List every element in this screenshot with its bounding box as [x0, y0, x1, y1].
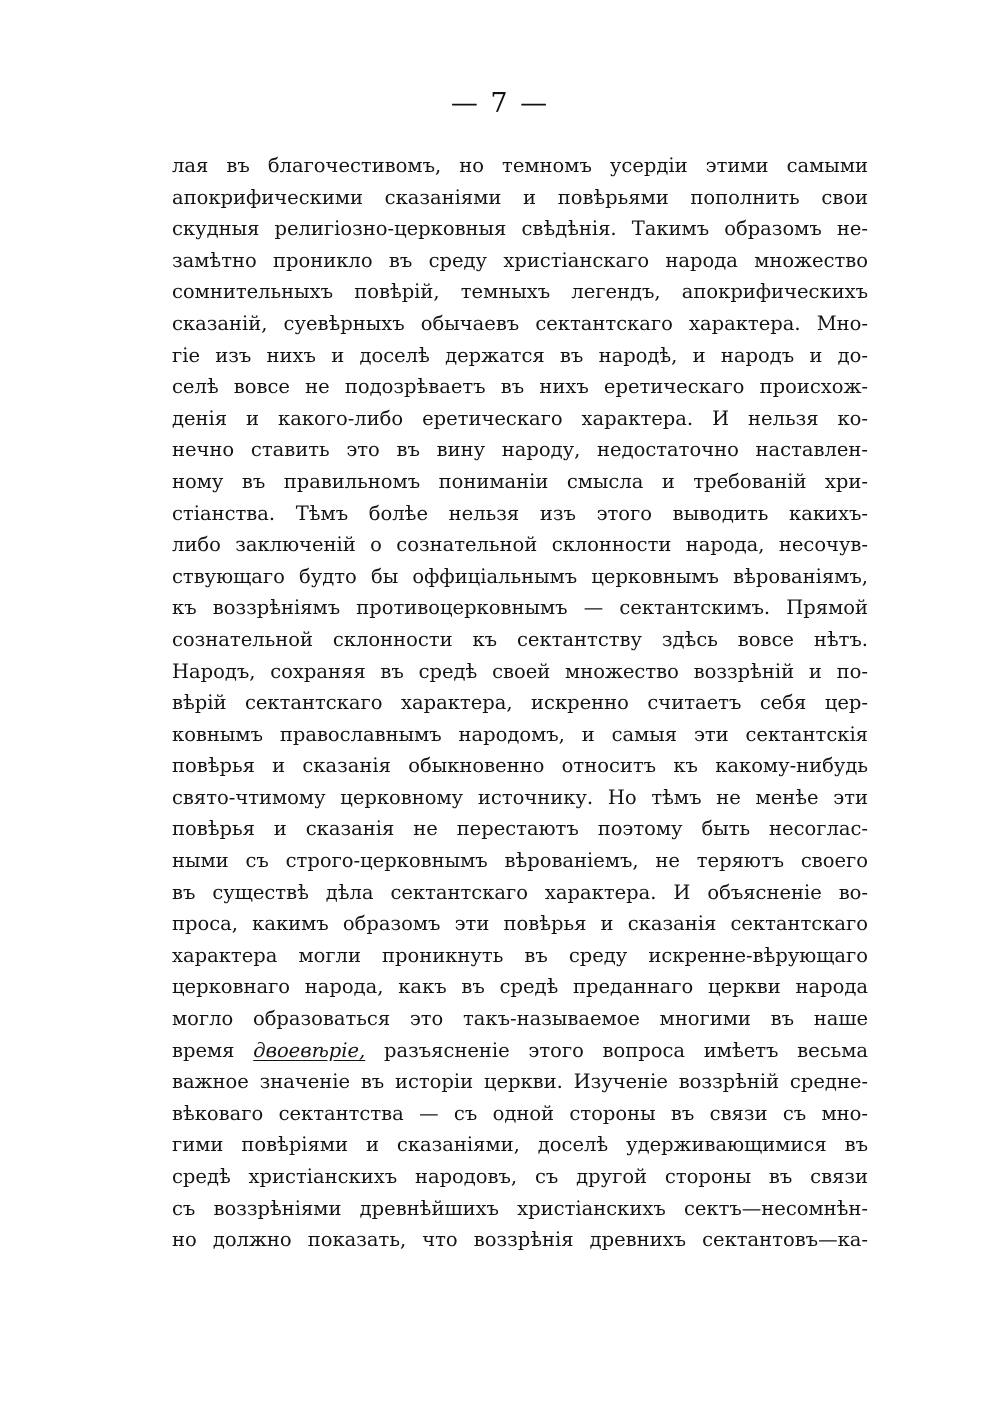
text-line: характера могли проникнуть въ среду искренне-вѣрующаго: [172, 943, 868, 967]
page-number: — 7 —: [450, 88, 550, 119]
text-line: апокрифическими сказанiями и повѣрьями пополнить свои: [172, 185, 868, 209]
text-line: повѣрья и сказанiя обыкновенно относитъ къ какому-нибудь: [172, 754, 868, 778]
text-line: скудныя религiозно-церковныя свѣдѣнiя. Такимъ образомъ не-: [172, 217, 868, 241]
line-text-after: разъясненiе этого вопроса имѣетъ весьма: [384, 1038, 868, 1062]
text-line: нечно ставить это въ вину народу, недостаточно наставлен-: [172, 438, 868, 462]
text-line: ному въ правильномъ пониманiи смысла и требованiй хри-: [172, 469, 868, 493]
text-line: ными съ строго-церковнымъ вѣрованiемъ, не теряютъ своего: [172, 849, 868, 873]
text-line: лая въ благочестивомъ, но темномъ усердiи этими самыми: [172, 154, 868, 177]
text-line: повѣрья и сказанiя не перестаютъ поэтому быть несоглас-: [172, 817, 868, 841]
text-line: церковнаго народа, какъ въ средѣ преданнаго церкви народа: [172, 975, 868, 999]
text-line: селѣ вовсе не подозрѣваетъ въ нихъ еретическаго происхож-: [172, 375, 868, 399]
text-line: сознательной склонности къ сектантству здѣсь вовсе нѣтъ.: [172, 627, 868, 651]
text-line: вѣрiй сектантскаго характера, искренно считаетъ себя цер-: [172, 691, 868, 715]
text-line: средѣ христiанскихъ народовъ, съ другой стороны въ связи: [172, 1165, 868, 1188]
text-line: замѣтно проникло въ среду христiанскаго народа множество: [172, 248, 868, 272]
text-line: съ воззрѣнiями древнѣйшихъ христiанскихъ сектъ—несомнѣн-: [172, 1196, 868, 1220]
text-line: къ воззрѣнiямъ противоцерковнымъ — сектантскимъ. Прямой: [172, 596, 868, 620]
text-line: но должно показать, что воззрѣнiя древнихъ сектантовъ—ка-: [172, 1228, 868, 1252]
text-line: свято-чтимому церковному источнику. Но тѣмъ не менѣе эти: [172, 785, 868, 809]
text-line: гiе изъ нихъ и доселѣ держатся въ народѣ, и народъ и до-: [172, 343, 868, 367]
text-line: гими повѣрiями и сказанiями, доселѣ удерживающимися въ: [172, 1133, 868, 1157]
emphasized-term: двоевѣрiе,: [253, 1038, 366, 1062]
text-line: ковнымъ православнымъ народомъ, и самыя эти сектантскiя: [172, 722, 868, 746]
text-line: въ существѣ дѣла сектантскаго характера. И объясненiе во-: [172, 880, 868, 904]
text-line: вѣковаго сектантства — съ одной стороны въ связи съ мно-: [172, 1101, 868, 1125]
text-line: стiанства. Тѣмъ болѣе нельзя изъ этого выводить какихъ-: [172, 501, 868, 525]
text-line: ствующаго будто бы оффицiальнымъ церковнымъ вѣрованiямъ,: [172, 564, 868, 588]
text-line: могло образоваться это такъ-называемое многими въ наше: [172, 1007, 868, 1031]
line-text-before: время: [172, 1038, 235, 1062]
text-line: сказанiй, суевѣрныхъ обычаевъ сектантскаго характера. Мно-: [172, 311, 868, 335]
text-line: сомнительныхъ повѣрiй, темныхъ легендъ, апокрифическихъ: [172, 280, 868, 304]
text-line: важное значенiе въ исторiи церкви. Изученiе воззрѣнiй средне-: [172, 1070, 868, 1094]
text-line: проса, какимъ образомъ эти повѣрья и сказанiя сектантскаго: [172, 912, 868, 936]
text-line: либо заключенiй о сознательной склонности народа, несочув-: [172, 533, 868, 557]
text-line: Народъ, сохраняя въ средѣ своей множество воззрѣнiй и по-: [172, 659, 868, 683]
text-line: денiя и какого-либо еретическаго характера. И нельзя ко-: [172, 406, 868, 430]
body-text: [172, 150, 868, 1256]
text-line-emphasis: [172, 1035, 868, 1067]
